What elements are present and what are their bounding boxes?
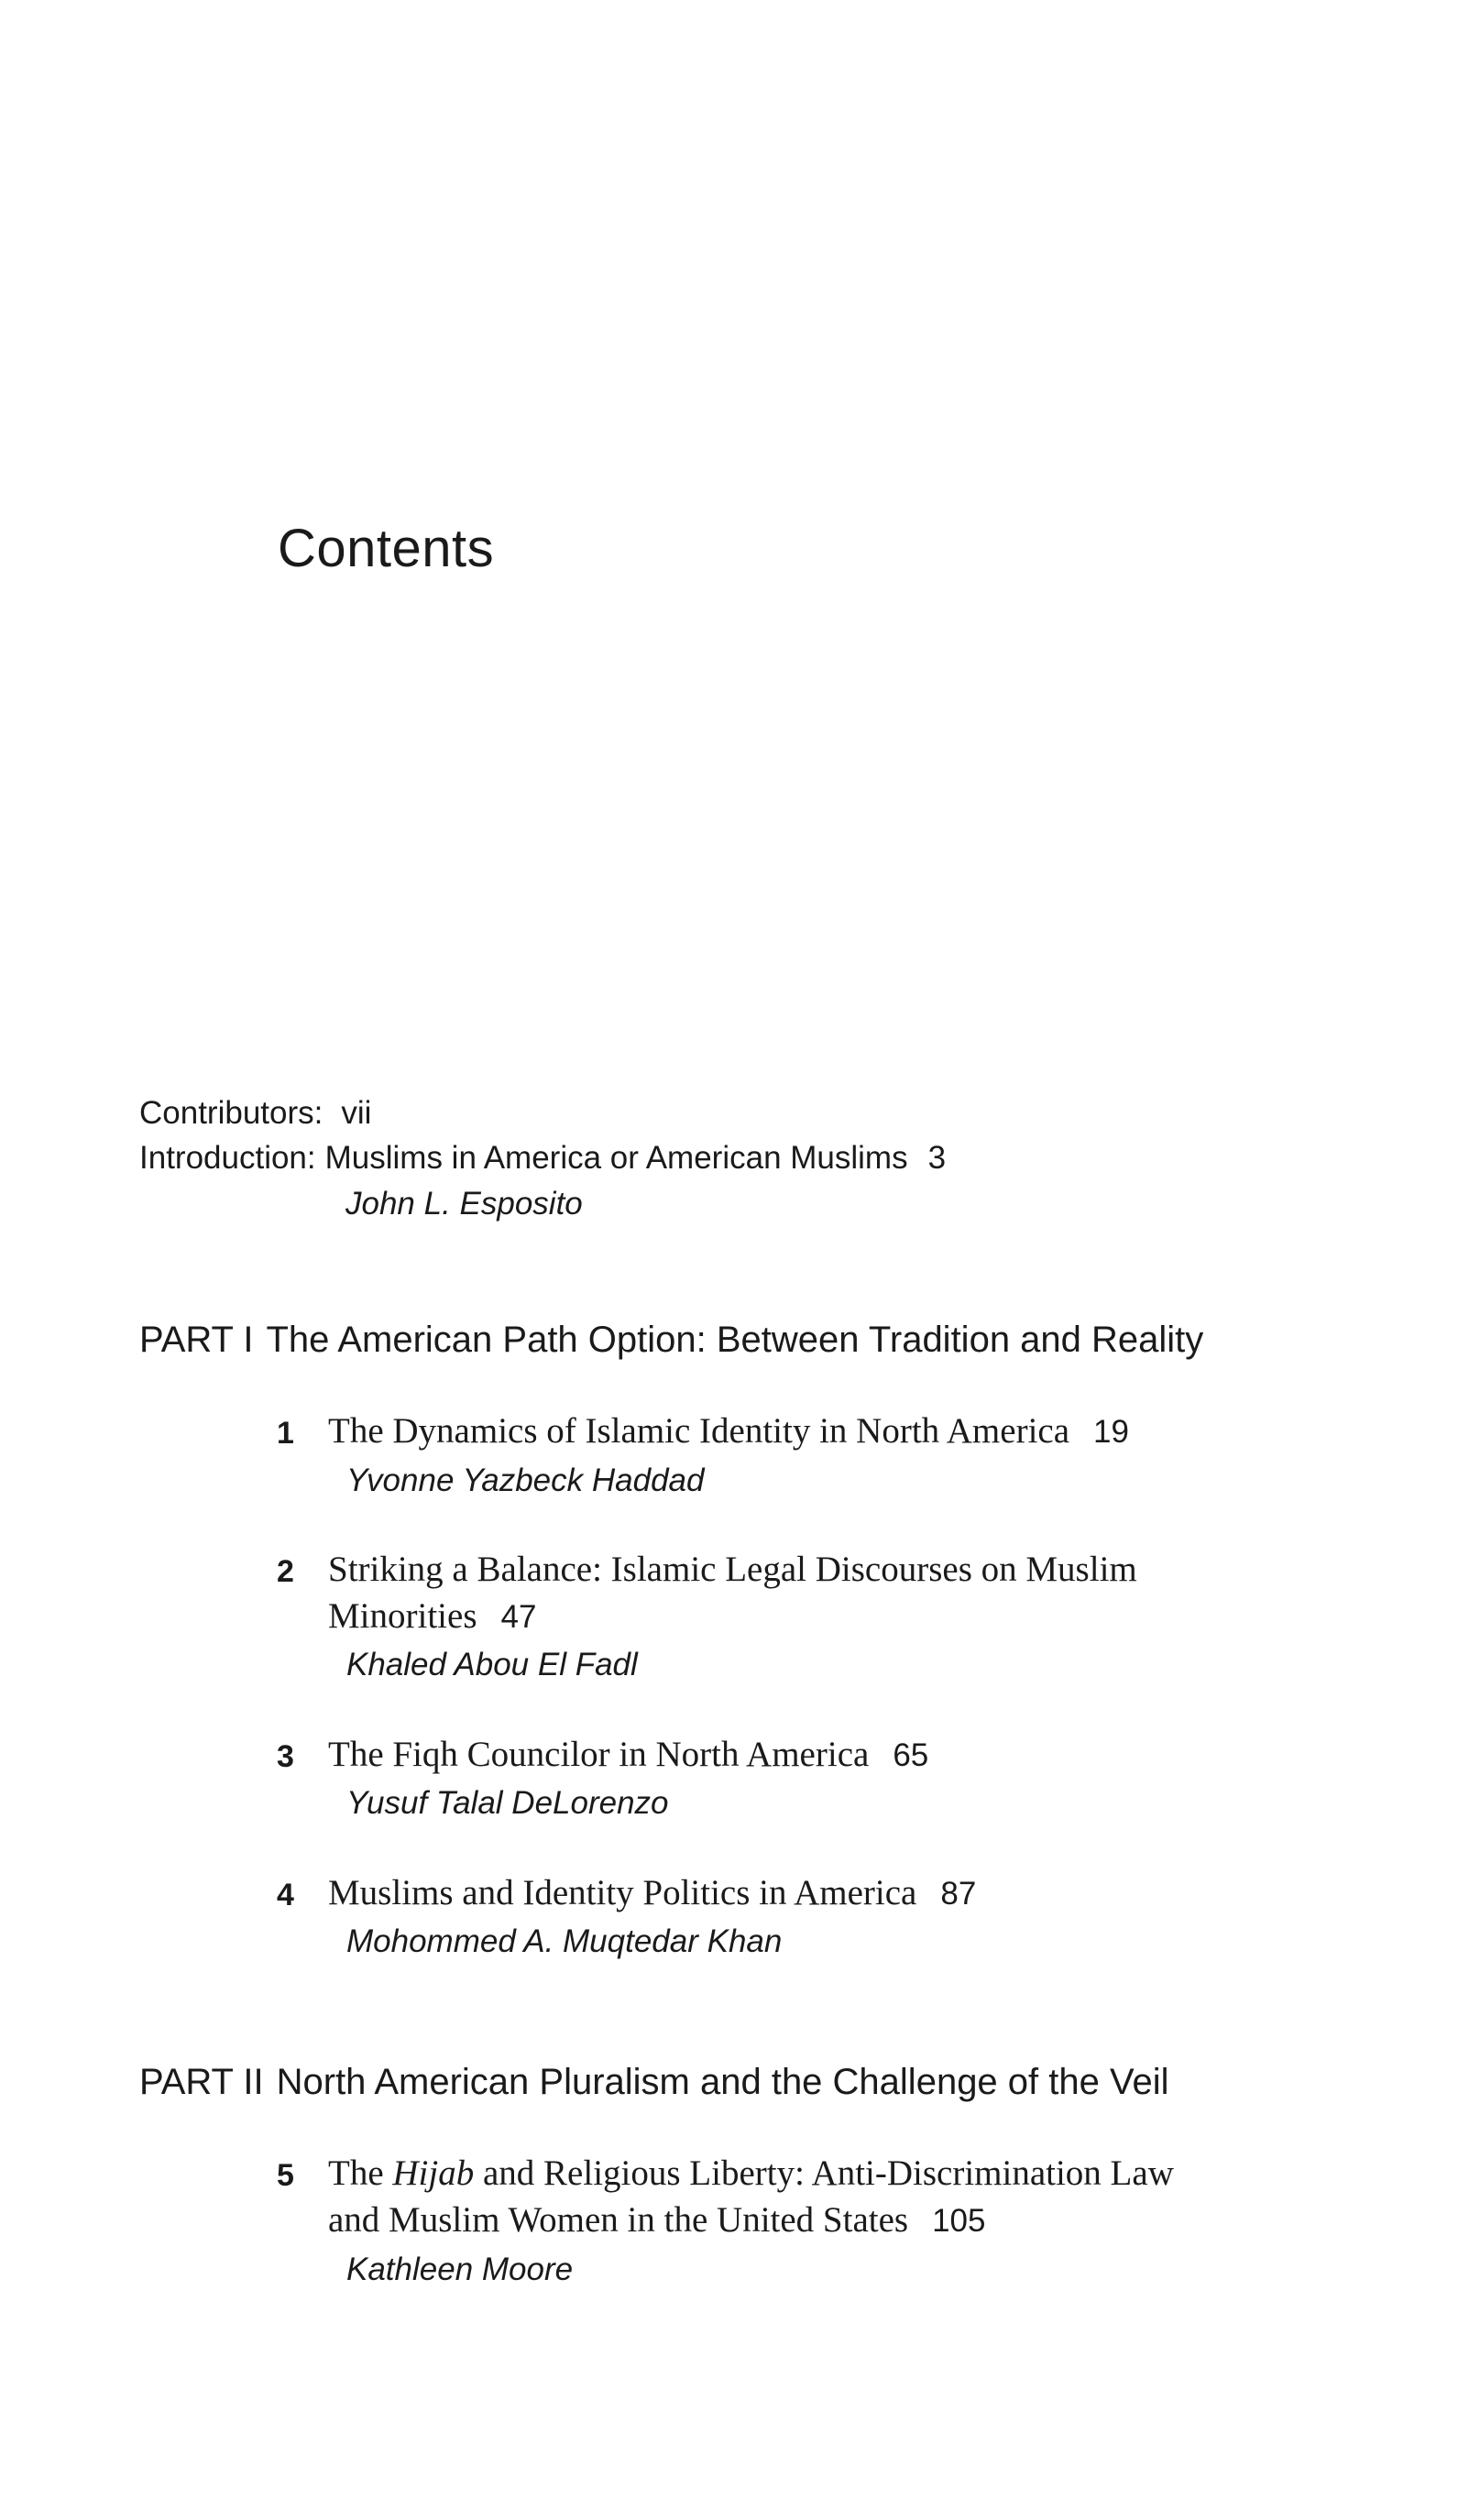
chapter-author: Yusuf Talal DeLorenzo — [346, 1785, 669, 1821]
part-title: North American Pluralism and the Challenge of the Veil — [276, 2062, 1169, 2102]
page-title: Contents — [278, 519, 495, 578]
chapter-number: 4 — [277, 1878, 294, 1912]
part-title: The American Path Option: Between Tradition and Reality — [266, 1320, 1204, 1360]
chapter-number: 1 — [277, 1416, 294, 1451]
chapter-number: 2 — [277, 1554, 294, 1589]
chapter-entry[interactable] — [328, 2150, 1174, 2244]
chapter-entry[interactable] — [328, 1731, 928, 1779]
chapter-entry[interactable] — [328, 1408, 1129, 1455]
introduction-page: 3 — [927, 1140, 947, 1176]
part-heading-1 — [139, 1320, 1203, 1361]
chapter-author: Mohommed A. Muqtedar Khan — [346, 1923, 783, 1959]
chapter-entry[interactable] — [328, 1546, 1137, 1640]
chapter-title-italic: Hijab — [392, 2153, 475, 2193]
contributors-label: Contributors: — [139, 1095, 323, 1131]
introduction-title: Muslims in America or American Muslims — [324, 1140, 908, 1176]
chapter-page: 19 — [1093, 1414, 1129, 1450]
chapter-page: 105 — [932, 2203, 986, 2239]
chapter-title-line: Striking a Balance: Islamic Legal Discourses on Muslim — [328, 1550, 1137, 1589]
introduction-author: John L. Esposito — [345, 1186, 583, 1222]
chapter-author: Khaled Abou El Fadl — [346, 1647, 638, 1682]
chapter-number: 3 — [277, 1739, 294, 1774]
chapter-author: Kathleen Moore — [346, 2252, 574, 2287]
toc-entry-contributors[interactable] — [139, 1095, 371, 1132]
toc-entry-introduction[interactable] — [139, 1140, 946, 1177]
chapter-title-line: Minorities — [328, 1596, 477, 1636]
chapter-title: Muslims and Identity Politics in America — [328, 1873, 917, 1912]
part-heading-2 — [139, 2062, 1168, 2103]
chapter-author: Yvonne Yazbeck Haddad — [346, 1463, 705, 1498]
chapter-page: 65 — [893, 1737, 929, 1773]
chapter-title: The Dynamics of Islamic Identity in North America — [328, 1411, 1070, 1451]
chapter-page: 47 — [500, 1599, 537, 1635]
chapter-page: 87 — [940, 1876, 977, 1912]
chapter-title-line: and Muslim Women in the United States — [328, 2200, 909, 2240]
chapter-title-pre: The — [328, 2153, 384, 2193]
part-label: PART I — [139, 1320, 254, 1360]
introduction-label: Introduction: — [139, 1140, 316, 1176]
part-label: PART II — [139, 2062, 264, 2102]
chapter-title: The Fiqh Councilor in North America — [328, 1735, 870, 1774]
chapter-entry[interactable] — [328, 1869, 976, 1917]
chapter-title-post: and Religious Liberty: Anti-Discrimination Law — [482, 2153, 1174, 2193]
contributors-page: vii — [341, 1095, 372, 1131]
chapter-number: 5 — [277, 2158, 294, 2193]
